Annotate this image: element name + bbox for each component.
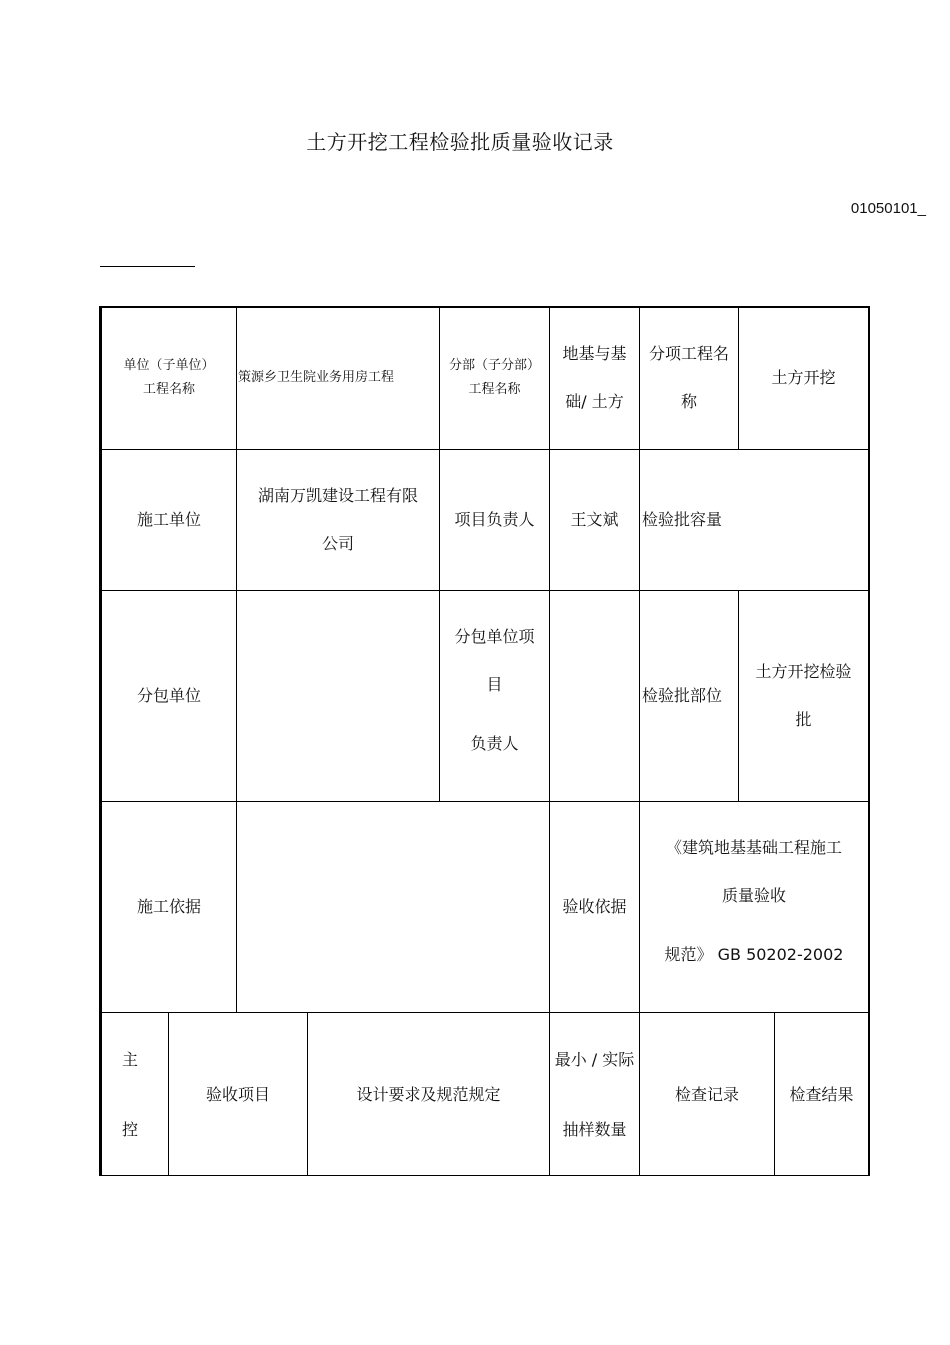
main-control-label: 主 控 [122,1049,139,1139]
sub-manager-value [550,591,639,801]
batch-capacity-label: 检验批容量 [642,510,723,529]
constructor-value: 湖南万凯建设工程有限 公司 [257,486,418,553]
construction-basis-value [237,802,549,1012]
acceptance-item-header: 验收项目 [205,1084,270,1104]
item-name-label: 分项工程名 称 [648,344,729,411]
project-manager-value: 王文斌 [570,510,619,529]
construction-basis-label: 施工依据 [136,897,201,916]
unit-name-label: 单位（子单位） 工程名称 [123,358,215,397]
inspection-result-header: 检查结果 [789,1084,854,1104]
item-name-value: 土方开挖 [771,368,836,387]
inspection-record-header: 检查记录 [674,1084,739,1104]
constructor-label: 施工单位 [136,510,201,529]
subcontractor-value [237,591,439,801]
unit-name-value: 策源乡卫生院业务用房工程 [238,370,395,385]
fill-in-blank-line [100,266,195,267]
acceptance-basis-label: 验收依据 [562,897,627,916]
acceptance-basis-value: 《建筑地基基础工程施工 质量验收 规范》 GB 50202-2002 [664,838,844,964]
sub-manager-label: 分包单位项 目 负责人 [454,627,535,753]
sample-count-header: 最小 / 实际 抽样数量 [554,1049,635,1139]
project-manager-label: 项目负责人 [454,510,535,529]
record-code: 01050101_ [850,200,926,217]
page-title: 土方开挖工程检验批质量验收记录 [306,130,614,154]
sub-division-value: 地基与基 础/ 土方 [562,344,627,411]
sub-division-label: 分部（子分部） 工程名称 [448,358,540,397]
design-requirement-header: 设计要求及规范规定 [356,1084,501,1104]
subcontractor-label: 分包单位 [136,686,201,705]
batch-location-label: 检验批部位 [642,686,723,705]
batch-capacity-value [739,450,868,590]
batch-location-value: 土方开挖检验 批 [755,662,852,729]
